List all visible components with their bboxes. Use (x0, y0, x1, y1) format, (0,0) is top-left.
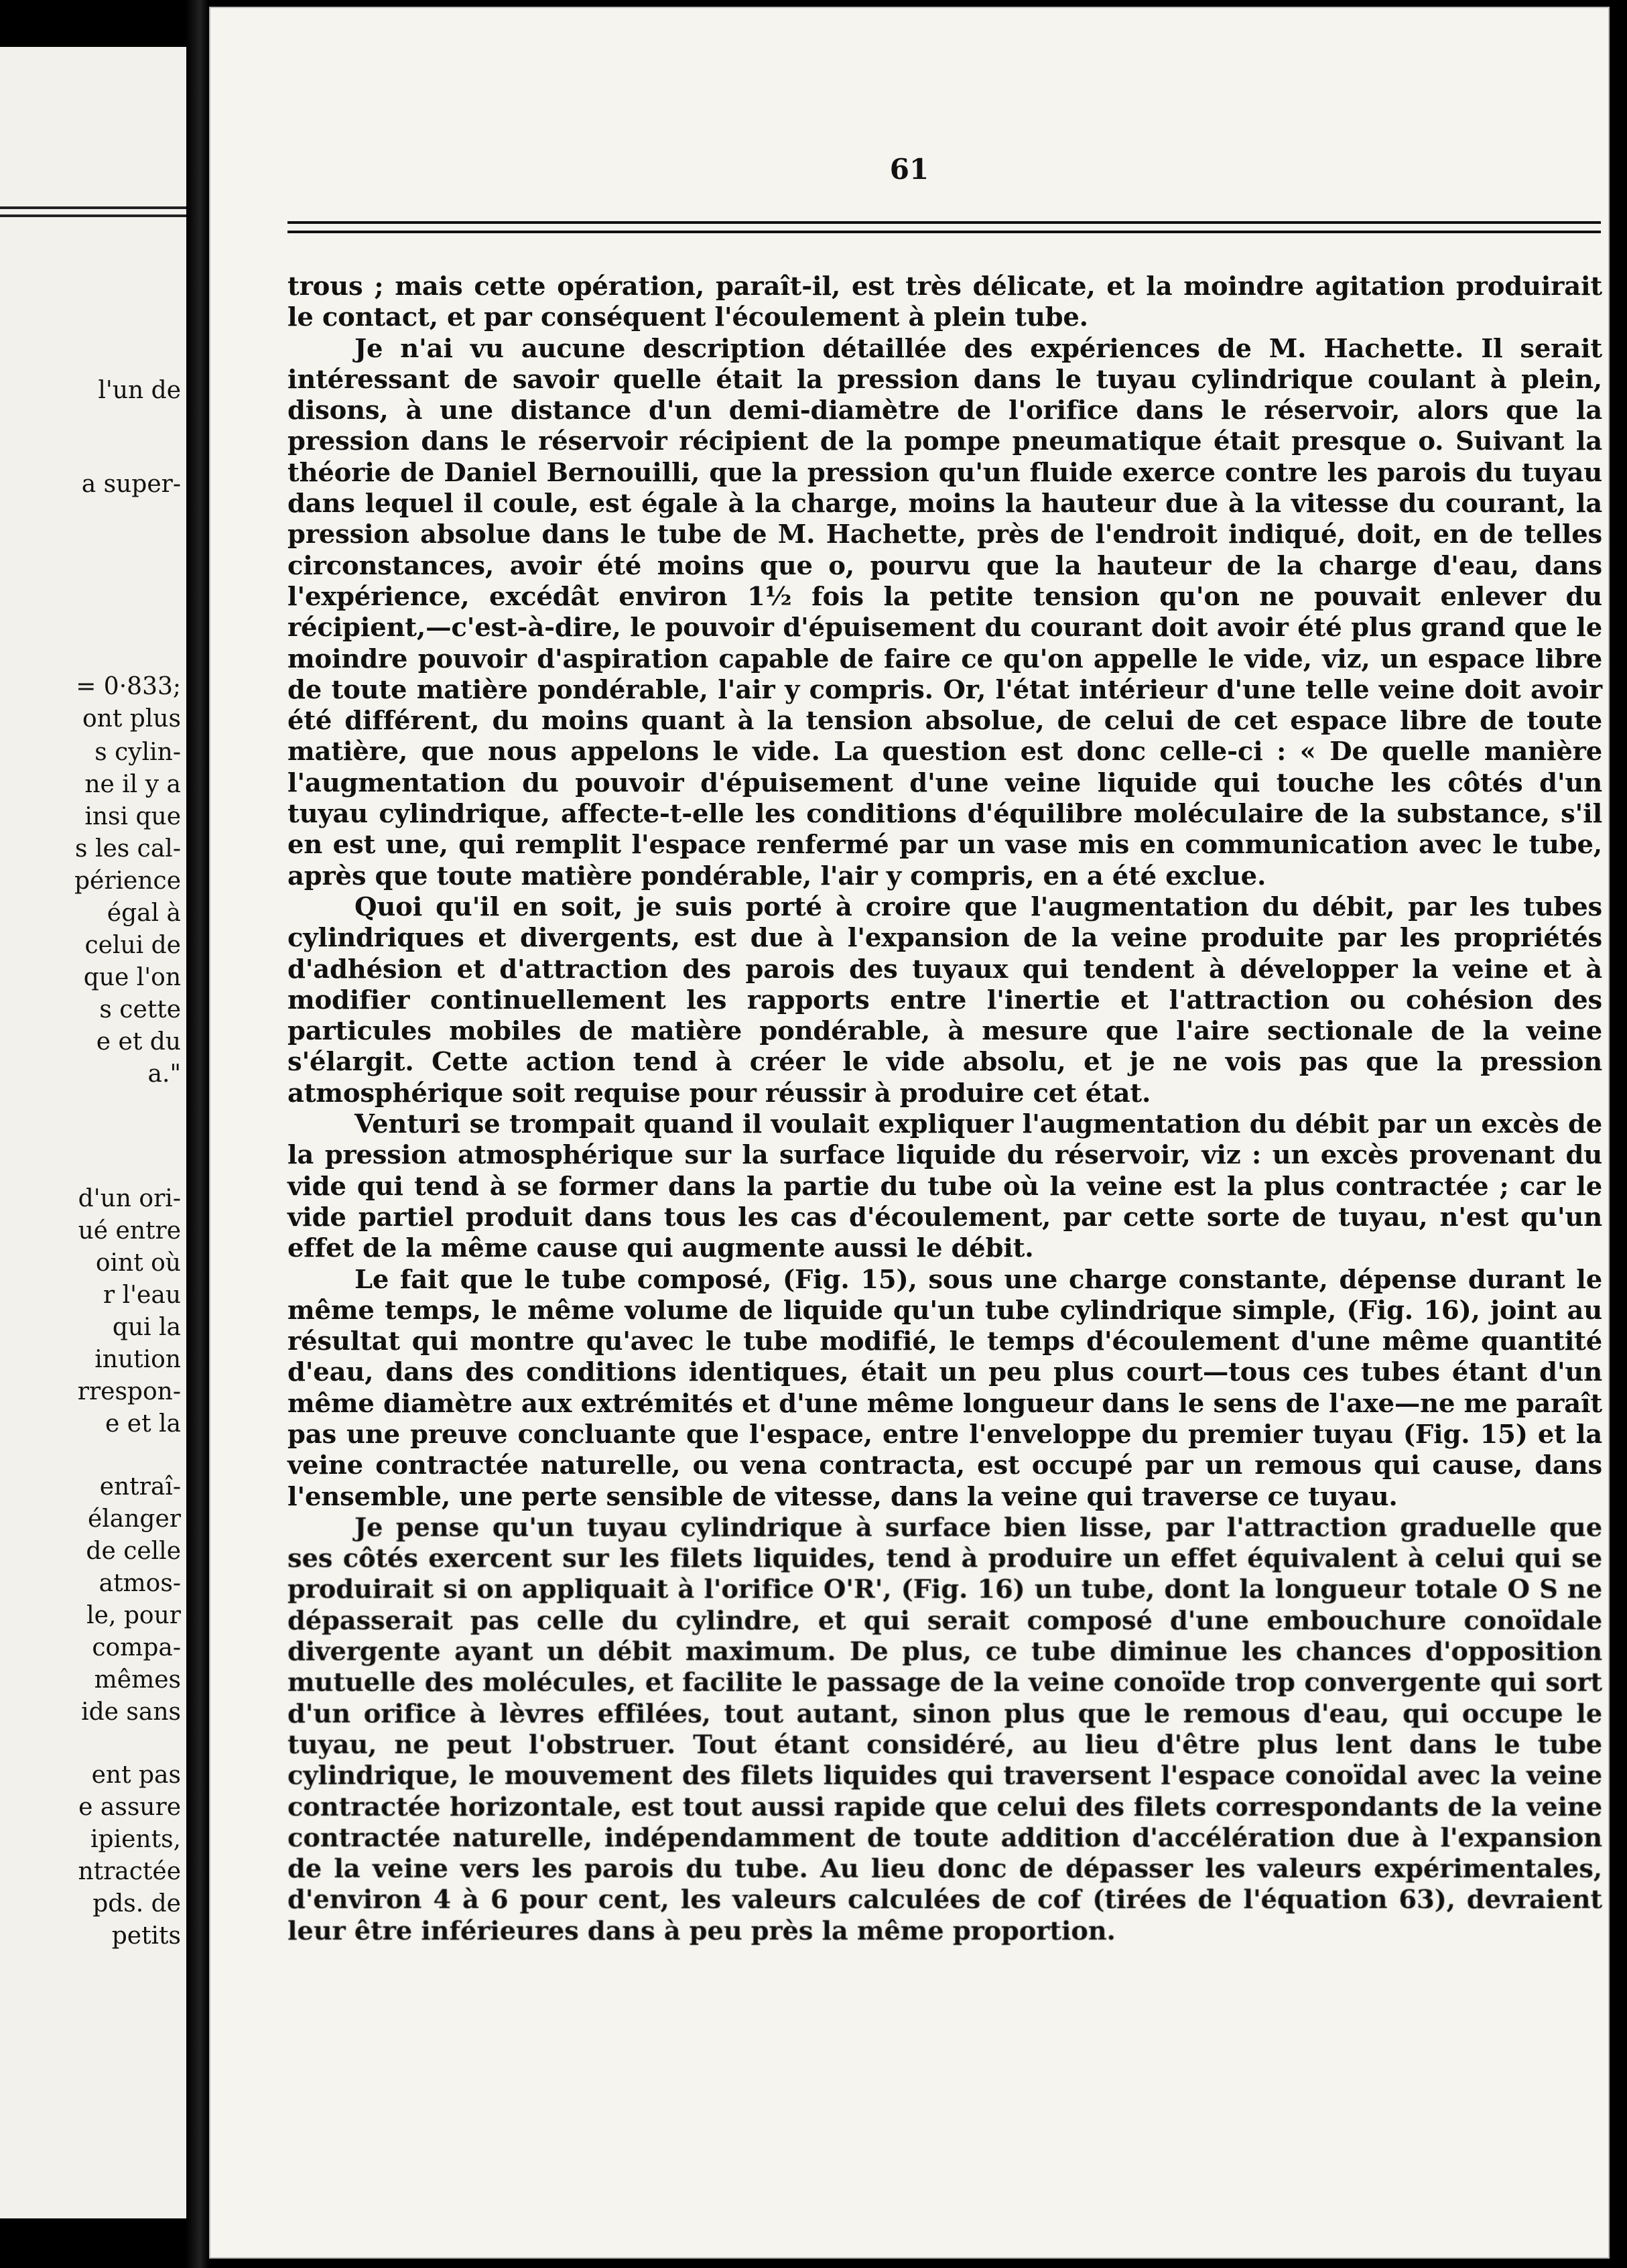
left-page-line: périence (74, 867, 181, 895)
left-page-line: petits (111, 1922, 181, 1950)
left-page-line: celui de (84, 932, 181, 959)
left-page-line: a." (147, 1060, 181, 1088)
left-page-line: pds. de (92, 1890, 181, 1917)
paragraph: Le fait que le tube composé, (Fig. 15), sous une charge constante, dépense durant le même temps, le même volume de liquide qu'un tube cylindrique simple, (Fig. 16), joint au résultat qui montre qu'avec le tube modifié, le temps d'écoulement d'une même quantité d'eau, dans des conditions identiques, était un peu plus court—tous ces tubes étant d'un même diamètre aux extrémités et d'une même longueur dans le sens de l'axe—ne me paraît pas une preuve concluante que l'espace, entre l'enveloppe du premier tuyau (Fig. 15) et la veine contractée naturelle, ou vena contracta, est occupé par un remous qui cause, dans l'ensemble, une perte sensible de vitesse, dans la veine qui traverse ce tuyau. (287, 1264, 1602, 1512)
left-page-line: insi que (84, 803, 181, 830)
left-page-line: mêmes (94, 1666, 181, 1694)
left-page-line: que l'on (83, 964, 181, 991)
book-spine (186, 0, 209, 2268)
left-page-line: l'un de (98, 377, 181, 404)
paragraph: Quoi qu'il en soit, je suis porté à croire que l'augmentation du débit, par les tubes cylindriques et divergents, est due à l'expansion de la veine produite par les propriétés d'adhésion et d'attraction des parois des tuyaux qui tendent à développer la veine et à modifier continuellement les rapports entre l'inertie et l'attraction ou cohésion des particules mobiles de matière pondérable, à mesure que l'aire sectionale de la veine s'élargit. Cette action tend à créer le vide absolu, et je ne vois pas que la pression atmosphérique soit requise pour réussir à produire cet état. (287, 891, 1602, 1109)
paragraph: Je pense qu'un tuyau cylindrique à surface bien lisse, par l'attraction graduelle que ses côtés exercent sur les filets liquides, tend à produire un effet équivalent à celui qui se produirait si on appliquait à l'orifice O'R', (Fig. 16) un tube, dont la longueur totale O S ne dépasserait pas celle du cylindre, et qui serait composé d'une embouchure conoïdale divergente ayant un débit maximum. De plus, ce tube diminue les chances d'opposition mutuelle des molécules, et facilite le passage de la veine conoïde trop convergente qui sort d'un orifice à lèvres effilées, tout autant, sinon plus que le remous d'eau, qui occupe le tuyau, ne peut l'obstruer. Tout étant considéré, au lieu d'être plus lent dans le tube cylindrique, le mouvement des filets liquides qui traversent l'espace conoïdal avec la veine contractée horizontale, est tout aussi rapide que celui des filets correspondants de la veine contractée naturelle, indépendamment de toute addition d'accélération due à l'expansion de la veine vers les parois du tube. Au lieu donc de dépasser les valeurs expérimentales, d'environ 4 à 6 pour cent, les valeurs calculées de cof (tirées de l'équation 63), devraient leur être inférieures dans à peu près la même proportion. (287, 1512, 1602, 1946)
left-page-line: inution (94, 1346, 181, 1373)
left-page-line: e assure (78, 1793, 181, 1821)
left-page-line: e et la (105, 1410, 181, 1438)
left-page-line: = 0·833; (76, 673, 181, 700)
left-page-line: ntractée (78, 1858, 181, 1885)
header-rule-bottom (287, 231, 1601, 233)
left-page-line: ide sans (81, 1698, 181, 1726)
left-page-line: ipients, (90, 1826, 181, 1853)
left-page-line: r l'eau (103, 1281, 181, 1309)
page-number: 61 (889, 153, 929, 186)
left-page-line: rrespon- (77, 1378, 181, 1405)
left-page-line: qui la (112, 1314, 181, 1341)
left-page-line: ont plus (82, 705, 181, 733)
left-page-rule (0, 206, 186, 209)
left-page-line: s cette (99, 996, 181, 1023)
left-page-line: compa- (92, 1634, 181, 1661)
header-rule-top (287, 221, 1601, 224)
left-page-line: d'un ori- (78, 1185, 181, 1212)
left-page-line: e et du (96, 1028, 181, 1056)
left-page-line: s les cal- (75, 835, 181, 863)
left-page-line: ué entre (78, 1217, 181, 1245)
left-page-line: oint où (95, 1249, 181, 1277)
left-page-line: s cylin- (94, 739, 181, 766)
left-page-line: égal à (107, 899, 181, 927)
left-page-line: le, pour (86, 1602, 181, 1629)
left-page-line: de celle (86, 1537, 181, 1565)
paragraph: Venturi se trompait quand il voulait expliquer l'augmentation du débit par un excès de la pression atmosphérique sur la surface liquide du réservoir, viz : un excès provenant du vide qui tend à se former dans la partie du tube où la veine est la plus contractée ; car le vide partiel produit dans tous les cas d'écoulement, par cette sorte de tuyau, n'est qu'un effet de la même cause qui augmente aussi le débit. (287, 1109, 1602, 1264)
left-page-line: a super- (81, 470, 181, 498)
left-page-line: ent pas (91, 1761, 181, 1789)
left-page-line: atmos- (99, 1570, 181, 1597)
left-page-line: ne il y a (84, 771, 181, 798)
left-page-fragment (0, 47, 186, 2218)
paragraph: Je n'ai vu aucune description détaillée des expériences de M. Hachette. Il serait intéressant de savoir quelle était la pression dans le tuyau cylindrique coulant à plein, disons, à une distance d'un demi-diamètre de l'orifice dans le réservoir, alors que la pression dans le réservoir récipient de la pompe pneumatique était presque o. Suivant la théorie de Daniel Bernouilli, que la pression qu'un fluide exerce contre les parois du tuyau dans lequel il coule, est égale à la charge, moins la hauteur due à la vitesse du courant, la pression absolue dans le tube de M. Hachette, près de l'endroit indiqué, doit, en de telles circonstances, avoir été moins que o, pourvu que la hauteur de la charge d'eau, dans l'expérience, excédât environ 1½ fois la petite tension qu'on ne pouvait enlever du récipient,—c'est-à-dire, le pouvoir d'épuisement du courant doit avoir été plus grand que le moindre pouvoir d'aspiration capable de faire ce qu'on appelle le vide, viz, un espace libre de toute matière pondérable, l'air y compris. Or, l'état intérieur d'une telle veine doit avoir été différent, du moins quant à la tension absolue, de celui de cet espace libre de toute matière, que nous appelons le vide. La question est donc celle-ci : « De quelle manière l'augmentation du pouvoir d'épuisement d'une veine liquide qui touche les côtés d'un tuyau cylindrique, affecte-t-elle les conditions d'équilibre moléculaire de la substance, s'il en est une, qui remplit l'espace renfermé par un vase mis en communication avec le tube, après que toute matière pondérable, l'air y compris, en a été exclue. (287, 333, 1602, 891)
paragraph: trous ; mais cette opération, paraît-il, est très délicate, et la moindre agitation produirait le contact, et par conséquent l'écoulement à plein tube. (287, 271, 1602, 333)
left-page-line: élanger (87, 1505, 181, 1533)
left-page-rule (0, 214, 186, 217)
body-text (287, 271, 1602, 1947)
left-page-line: entraî- (99, 1473, 181, 1501)
page (209, 7, 1610, 2259)
